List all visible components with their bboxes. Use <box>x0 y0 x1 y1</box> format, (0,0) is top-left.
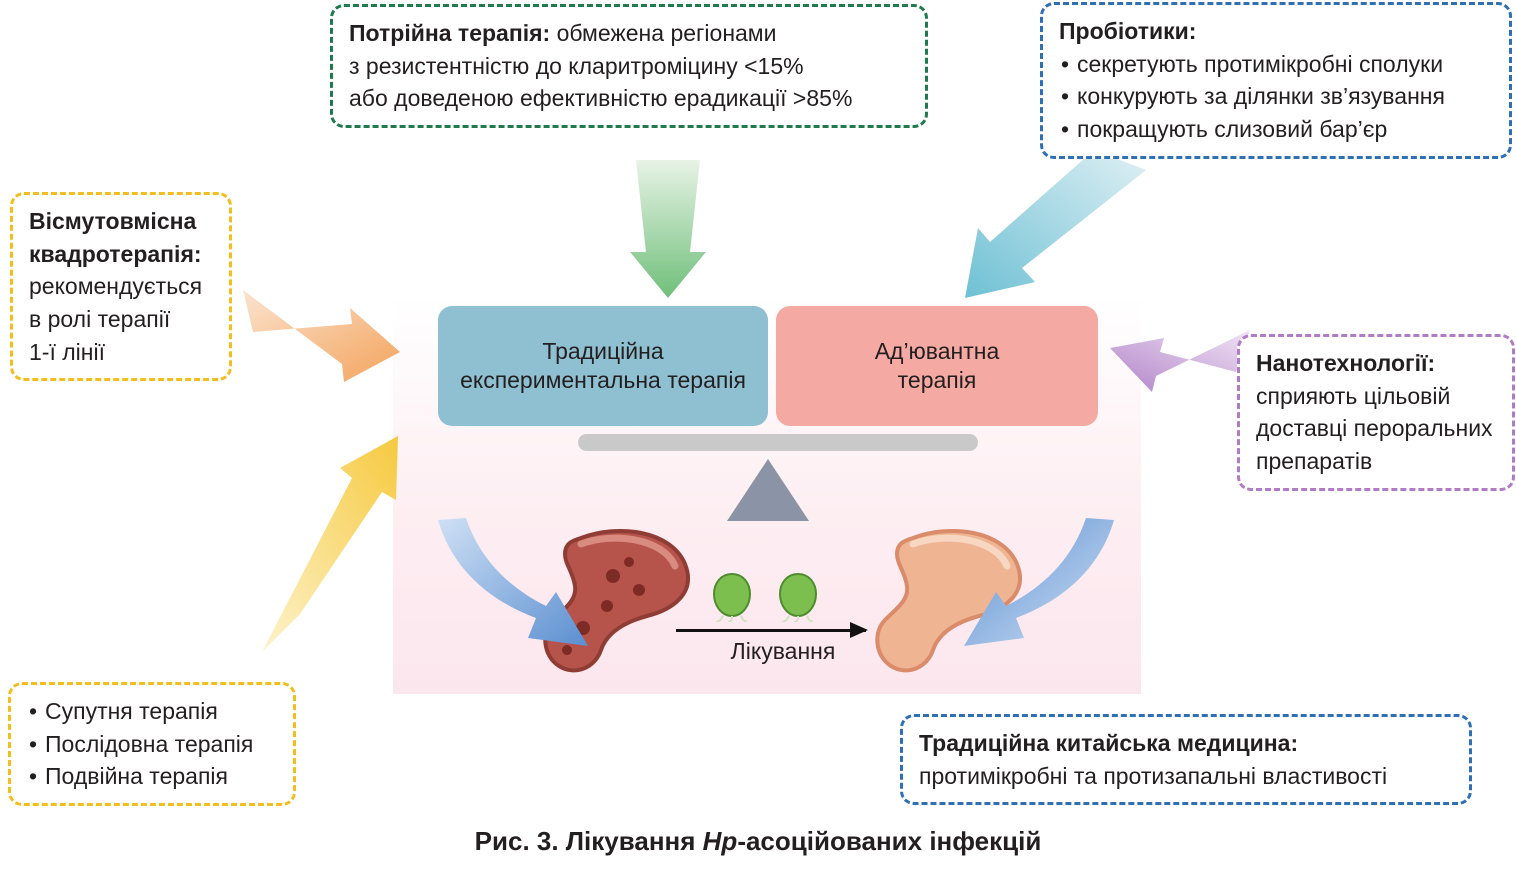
list-item: • покращують слизовий бар’єр <box>1059 113 1493 146</box>
callout-triple-therapy-title: Потрійна терапія: <box>349 20 551 46</box>
callout-bismuth-title-line2: квадротерапія: <box>29 240 202 267</box>
callout-triple-therapy-line2: з резистентністю до кларитроміцину <15% <box>349 52 804 79</box>
callout-bismuth-quadruple <box>10 192 232 381</box>
callout-tcm-line2: протимікробні та протизапальні властивості <box>919 762 1388 789</box>
stomach-healthy-icon <box>853 524 1063 684</box>
chip-adjuvant-line1: Ад’ювантна <box>874 338 1000 365</box>
callout-traditional-chinese-medicine <box>900 714 1472 805</box>
callout-nanotechnology-line1: сприяють цільовій <box>1256 382 1451 409</box>
callout-nanotechnology-line2: доставці пероральних <box>1256 415 1493 442</box>
callout-other-therapies <box>8 682 296 806</box>
callout-bismuth-line5: 1-ї лінії <box>29 338 105 365</box>
figure-caption <box>0 826 1516 857</box>
callout-bismuth-line4: в ролі терапії <box>29 305 171 332</box>
callout-probiotics-title: Пробіотики: <box>1059 18 1197 44</box>
balance-fulcrum-triangle-icon <box>727 459 809 521</box>
arrow-bismuth <box>243 290 400 382</box>
callout-tcm-title: Традиційна китайська медицина: <box>919 730 1299 756</box>
callout-bismuth-title-line1: Вісмутовмісна <box>29 208 197 234</box>
treatment-arrow-icon <box>676 629 866 632</box>
chip-adjuvant-therapy <box>776 306 1098 426</box>
callout-nanotechnology-line3: препаратів <box>1256 447 1373 474</box>
figure-caption-suffix: -асоційованих інфекцій <box>737 826 1042 856</box>
callout-nanotechnology-title: Нанотехнології: <box>1256 350 1436 376</box>
list-item: • Послідовна терапія <box>27 728 277 761</box>
callout-other-therapies-list <box>27 695 277 793</box>
callout-bismuth-line3: рекомендується <box>29 273 203 300</box>
arrow-triple-therapy <box>630 160 706 298</box>
list-item: • Супутня терапія <box>27 695 277 728</box>
callout-probiotics-list <box>1059 48 1493 146</box>
list-item: • конкурують за ділянки зв’язування <box>1059 80 1493 113</box>
central-illustration <box>393 296 1141 694</box>
bacterium-icon-1 <box>709 570 755 622</box>
treatment-label: Лікування <box>730 638 836 664</box>
figure-caption-italic: Hp <box>702 826 738 856</box>
chip-conventional-therapy <box>438 306 768 426</box>
arrow-other-therapies <box>262 436 398 652</box>
callout-triple-therapy-line1: обмежена регіонами <box>550 20 777 46</box>
callout-triple-therapy <box>330 4 928 128</box>
list-item: • Подвійна терапія <box>27 760 277 793</box>
chip-conventional-line1: Традиційна <box>542 338 664 365</box>
callout-nanotechnology <box>1237 334 1515 491</box>
callout-triple-therapy-line3: або доведеною ефективністю ерадикації >85% <box>349 85 853 112</box>
balance-beam <box>578 434 978 451</box>
arrow-probiotics <box>965 150 1146 298</box>
callout-probiotics <box>1040 2 1512 159</box>
bacterium-icon-2 <box>775 570 821 622</box>
chip-adjuvant-line2: терапія <box>897 367 977 393</box>
figure-caption-prefix: Рис. 3. Лікування <box>474 826 703 856</box>
chip-conventional-line2: експериментальна терапія <box>460 367 746 393</box>
list-item: • секретують протимікробні сполуки <box>1059 48 1493 81</box>
